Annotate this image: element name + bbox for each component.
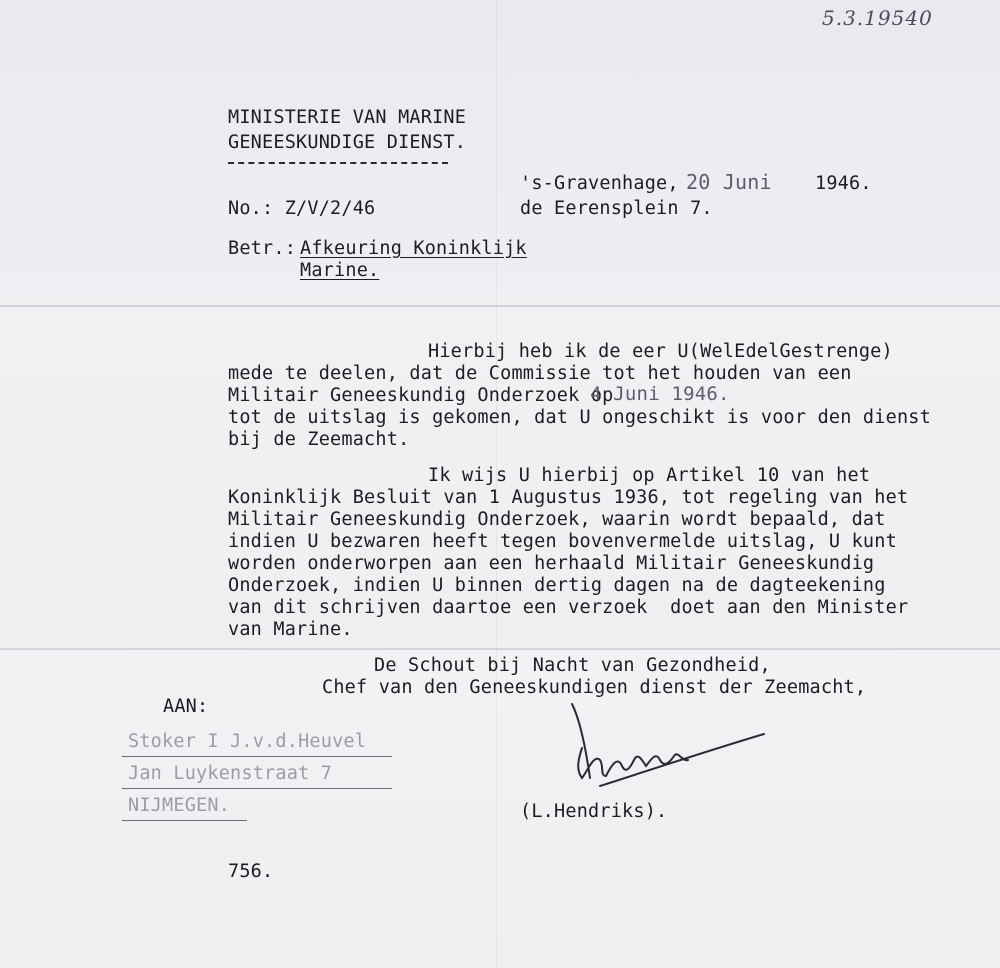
letterhead-department: GENEESKUNDIGE DIENST. (228, 132, 467, 153)
body-line: worden onderworpen aan een herhaald Militair Geneeskundig (228, 553, 875, 574)
exam-date: 4 Juni 1946. (590, 383, 730, 405)
addressee-street: Jan Luykenstraat 7 (128, 763, 333, 784)
subject-label: Betr.: (228, 238, 297, 259)
archive-number: 5.3.19540 (822, 6, 933, 30)
body-line: Hierbij heb ik de eer U(WelEdelGestrenge) (428, 341, 893, 362)
closing-title: De Schout bij Nacht van Gezondheid, (374, 655, 771, 676)
address-rule (122, 820, 247, 821)
body-line: Militair Geneeskundig Onderzoek op (228, 385, 614, 406)
body-line: Militair Geneeskundig Onderzoek, waarin wordt bepaald, dat (228, 509, 886, 530)
place-city: 's-Gravenhage, (520, 173, 679, 194)
address-rule (122, 788, 392, 789)
place-street: de Eerensplein 7. (520, 198, 713, 219)
paper-fold (0, 305, 1000, 307)
body-line: van Marine. (228, 619, 353, 640)
subject-line-2: Marine. (300, 260, 380, 281)
closing-function: Chef van den Geneeskundigen dienst der Zeemacht, (322, 677, 867, 698)
footer-number: 756. (228, 861, 274, 882)
letterhead-rule (228, 162, 448, 164)
signature (560, 700, 780, 800)
signatory-name: (L.Hendriks). (520, 801, 668, 822)
date-day-month: 20 Juni (686, 170, 772, 194)
body-line: Onderzoek, indien U binnen dertig dagen na de dagteekening (228, 575, 886, 596)
body-line: indien U bezwaren heeft tegen bovenvermelde uitslag, U kunt (228, 531, 897, 552)
addressee-name: Stoker I J.v.d.Heuvel (128, 731, 367, 752)
body-line: van dit schrijven daartoe een verzoek doet aan den Minister (228, 597, 909, 618)
date-year: 1946. (815, 173, 872, 194)
body-line: mede te deelen, dat de Commissie tot het houden van een (228, 363, 852, 384)
addressee-city: NIJMEGEN. (128, 795, 231, 816)
address-rule (122, 756, 392, 757)
paper-fold (0, 648, 1000, 650)
addressee-label: AAN: (163, 696, 209, 717)
letterhead-ministry: MINISTERIE VAN MARINE (228, 107, 467, 128)
body-line: Ik wijs U hierbij op Artikel 10 van het (428, 465, 871, 486)
body-line: tot de uitslag is gekomen, dat U ongeschikt is voor den dienst (228, 407, 931, 428)
body-line: Koninklijk Besluit van 1 Augustus 1936, tot regeling van het (228, 487, 909, 508)
subject-line-1: Afkeuring Koninklijk (300, 238, 527, 259)
body-line: bij de Zeemacht. (228, 429, 410, 450)
reference-number: No.: Z/V/2/46 (228, 198, 376, 219)
